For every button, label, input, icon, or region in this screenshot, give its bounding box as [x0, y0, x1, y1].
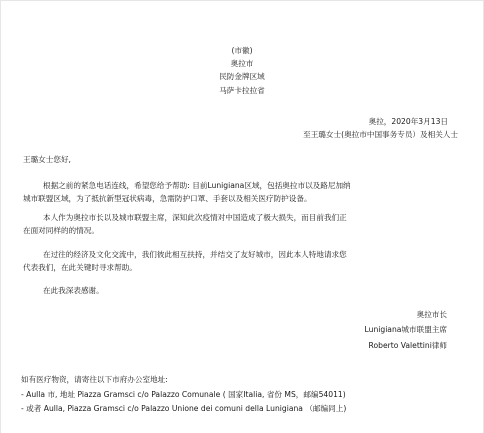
- city-name: 奥拉市: [230, 59, 254, 68]
- emblem-label: (市徽): [231, 46, 253, 55]
- province-name: 马萨卡拉拉省: [219, 86, 265, 95]
- footer-intro: 如有医疗物资，请寄往以下市府办公室地址:: [21, 375, 168, 384]
- recipient-line: 至王璐女士(奥拉市中国事务专员）及相关人士: [303, 130, 458, 139]
- paragraph-1-line-2: 城市联盟区域，为了抵抗新型冠状病毒，急需防护口罩、手套以及相关医疗防护设备。: [23, 194, 312, 203]
- footer-address-1: - Aulla 市, 地址 Piazza Gramsci c/o Palazzo Comunale ( 国家Italia, 省份 MS，邮编54011): [21, 390, 346, 399]
- left-edge: [0, 0, 1, 433]
- paragraph-4-line-1: 在此我深表感谢。: [43, 286, 104, 295]
- paragraph-2-line-1: 本人作为奥拉市长以及城市联盟主席，深知此次疫情对中国造成了极大损失，而目前我们正: [43, 213, 347, 222]
- paragraph-2-line-2: 在面对同样的的情况。: [23, 226, 99, 235]
- date-line: 奥拉，2020年3月13日: [368, 117, 448, 126]
- paragraph-3-line-2: 代表我们，在此关键时寻求帮助。: [23, 263, 137, 272]
- district-name: 民防金牌区域: [219, 72, 265, 81]
- salutation: 王璐女士您好,: [23, 155, 71, 164]
- signature-role: Lunigiana城市联盟主席: [364, 325, 447, 334]
- footer-address-2: - 或者 Aulla, Piazza Gramsci c/o Palazzo Unione dei comuni della Lunigiana （邮编同上): [21, 404, 347, 413]
- paragraph-1-line-1: 根据之前的紧急电话连线，希望您给予帮助: 目前Lunigiana区域，包括奥拉市以及路尼加纳: [43, 181, 351, 190]
- signature-name: Roberto Valettini律师: [368, 341, 447, 350]
- top-edge: [0, 0, 484, 1]
- signature-title: 奥拉市长: [416, 310, 447, 319]
- paragraph-3-line-1: 在过往的经济及文化交流中，我们彼此相互扶持，并结交了友好城市，因此本人特地请求您: [43, 250, 347, 259]
